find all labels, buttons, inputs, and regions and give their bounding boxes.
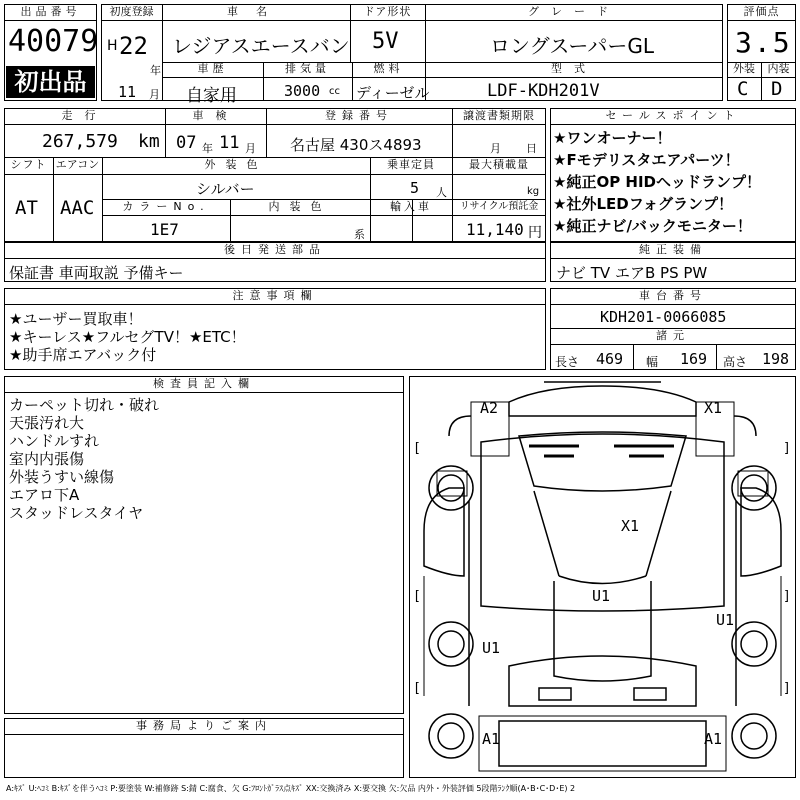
shift-label: シフト (10, 158, 47, 171)
note-item: ★ユーザー買取車！ (9, 310, 143, 328)
grade-label: グレード (528, 5, 620, 18)
int-grade: D (771, 78, 783, 100)
first-reg-label: 初度登録 (109, 5, 154, 18)
notes-label: 注意事項欄 (232, 289, 318, 302)
sales-point-item: ★純正OP HIDヘッドランプ！ (553, 173, 762, 191)
inspection-label: 車検 (192, 109, 239, 122)
inspector-item: 外装うすい線傷 (9, 468, 115, 486)
inspector-item: ハンドルすれ (9, 432, 100, 450)
legend: A:ｷｽﾞ U:ﾍｺﾐ B:ｷｽﾞを伴うﾍｺﾐ P:要塗装 W:補修跡 S:錆 C:腐食、欠 G:ﾌﾛﾝﾄｶﾞﾗｽ点ｷｽﾞ XX:交換済み X:要交換 欠:欠品 内外・外装評価 5段階ﾗﾝｸ順(A･B･C･D･E) 2 (6, 784, 576, 793)
inspector-item: スタッドレスタイヤ (9, 504, 144, 522)
later-parts-label: 後日発送部品 (224, 243, 326, 256)
damage-mark: A2 (480, 399, 499, 417)
width: 169 (680, 350, 708, 368)
era: H (107, 38, 118, 54)
office-label: 事務局よりご案内 (136, 719, 272, 732)
sales-point-item: ★Fモデリスタエアパーツ！ (553, 151, 740, 169)
plate-number: 名古屋 430ス4893 (290, 136, 422, 154)
ext-grade-label: 外装 (733, 62, 755, 75)
recycle-fee: 11,140 (466, 220, 524, 239)
ext-grade: C (737, 78, 749, 100)
ext-color-label: 外装色 (204, 158, 268, 171)
mileage-label: 走行 (61, 109, 108, 122)
reg-year: 22 (119, 32, 148, 60)
capacity-label: 乗車定員 (387, 158, 435, 171)
equipment-label: 純正装備 (639, 243, 707, 256)
model: LDF-KDH201V (487, 81, 600, 101)
chassis-number: KDH201-0066085 (600, 308, 727, 326)
insp-month-unit: 月 (245, 142, 256, 155)
transfer-day: 日 (526, 142, 537, 155)
mileage: 267,579 (42, 131, 118, 152)
sales-points-label: セールスポイント (605, 109, 741, 122)
first-listing-badge: 初出品 (6, 66, 95, 98)
doors-label: ドア形状 (363, 5, 412, 18)
int-color-label: 内装色 (268, 200, 332, 213)
inspector-item: 室内内張傷 (9, 450, 85, 468)
import-label: 輸入車 (390, 200, 432, 213)
car-name: レジアスエースバン (172, 34, 350, 58)
score: 3.5 (735, 26, 792, 59)
history: 自家用 (186, 86, 237, 106)
damage-mark: X1 (704, 399, 723, 417)
capacity-unit: 人 (436, 186, 447, 199)
capacity: 5 (410, 179, 420, 197)
svg-text:]: ] (783, 589, 791, 604)
height: 198 (762, 350, 790, 368)
lot-label: 出品番号 (20, 5, 81, 18)
sales-point-item: ★ワンオーナー！ (553, 129, 672, 147)
plate-label: 登録番号 (325, 109, 393, 122)
color-no: 1E7 (150, 220, 179, 239)
int-color-unit: 系 (354, 228, 365, 241)
damage-mark: A1 (704, 730, 723, 748)
note-item: ★キーレス★フルセグTV！★ETC！ (9, 328, 246, 346)
note-item: ★助手席エアバック付 (9, 346, 157, 364)
car-name-label: 車名 (227, 5, 285, 18)
score-label: 評価点 (743, 5, 780, 18)
insp-month: 11 (219, 133, 240, 153)
history-label: 車歴 (197, 62, 228, 75)
details-box (4, 108, 546, 242)
svg-text:]: ] (783, 681, 791, 696)
equipment-text: ナビ TV エアB PS PW (556, 264, 708, 282)
transfer-month: 月 (490, 142, 501, 155)
width-label: 幅 (646, 355, 659, 369)
transfer-label: 譲渡書類期限 (463, 109, 535, 122)
damage-mark: U1 (482, 639, 501, 657)
inspector-item: エアロ下A (9, 486, 80, 504)
height-label: 高さ (723, 355, 748, 369)
inspector-item: 天張汚れ大 (9, 414, 85, 432)
load-unit: kg (527, 186, 540, 197)
later-parts-text: 保証書 車両取説 予備キー (9, 264, 184, 282)
color-no-label: カラーNo. (122, 200, 210, 213)
sales-point-list (553, 127, 761, 237)
displacement: 3000 (284, 82, 321, 100)
svg-text:[: [ (413, 681, 421, 696)
sales-point-item: ★社外LEDフォグランプ！ (553, 195, 733, 213)
sales-point-item: ★純正ナビ/バックモニター！ (553, 217, 752, 235)
dims-label: 諸元 (656, 329, 690, 342)
mileage-unit: km (138, 131, 160, 152)
cc-unit: cc (329, 86, 340, 97)
lot-number: 40079 (8, 24, 99, 59)
damage-mark: U1 (592, 587, 611, 605)
damage-mark: A1 (482, 730, 501, 748)
fuel-label: 燃料 (373, 62, 404, 75)
insp-year: 07 (176, 133, 197, 153)
damage-mark: X1 (621, 517, 640, 535)
recycle-yen: 円 (528, 225, 542, 241)
inspector-item: カーペット切れ・破れ (9, 396, 160, 414)
vehicle-diagram (409, 376, 796, 778)
inspector-label: 検査員記入欄 (153, 377, 255, 390)
svg-text:[: [ (413, 589, 421, 604)
ext-color: シルバー (196, 180, 255, 198)
damage-mark: U1 (716, 611, 735, 629)
length-label: 長さ (555, 355, 580, 369)
load-label: 最大積載量 (469, 158, 529, 171)
model-label: 型式 (551, 62, 597, 75)
svg-text:]: ] (783, 441, 791, 456)
inspector-list (9, 396, 159, 522)
length: 469 (596, 350, 624, 368)
chassis-label: 車台番号 (639, 289, 707, 302)
ac-label: エアコン (55, 158, 100, 171)
fuel: ディーゼル (356, 84, 430, 102)
reg-month-unit: 月 (149, 88, 160, 101)
notes-list (9, 310, 246, 364)
insp-year-unit: 年 (202, 142, 213, 155)
reg-year-unit: 年 (150, 64, 161, 77)
recycle-label: リサイクル預託金 (459, 201, 539, 212)
svg-text:[: [ (413, 441, 421, 456)
doors: 5V (372, 29, 399, 54)
shift: AT (15, 197, 38, 219)
int-grade-label: 内装 (767, 62, 790, 75)
reg-month: 11 (118, 83, 137, 101)
displacement-label: 排気量 (285, 62, 330, 75)
grade: ロングスーパーGL (490, 34, 655, 58)
ac: AAC (60, 197, 95, 219)
